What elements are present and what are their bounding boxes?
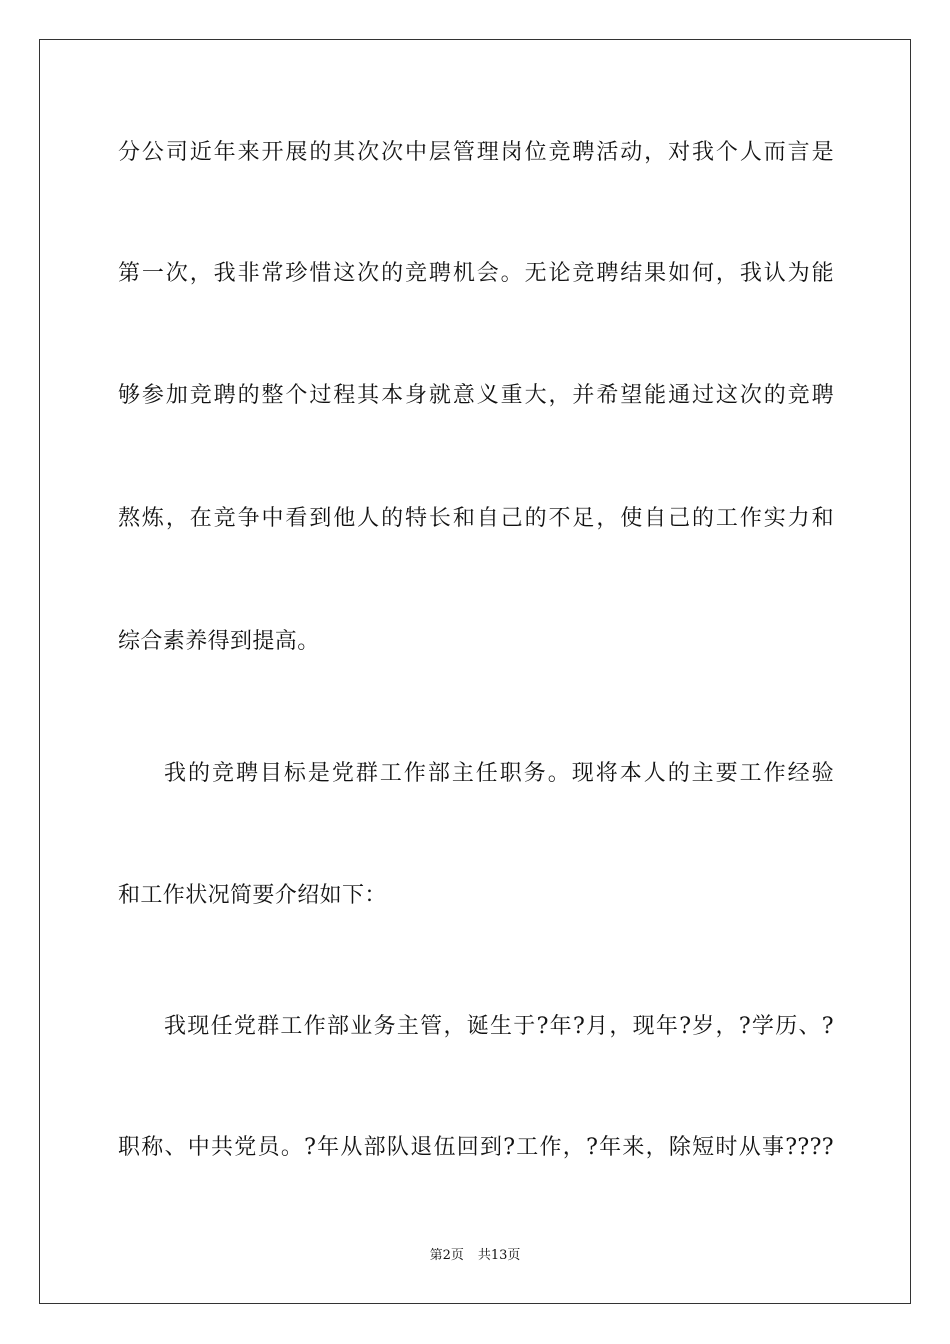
body-text-line-5: 综合素养得到提高。 bbox=[118, 629, 320, 654]
page-number: 第2页 bbox=[429, 1248, 464, 1263]
page-border bbox=[39, 39, 911, 1304]
body-text-line-9: 职称、中共党员。?年从部队退伍回到?工作，?年来，除短时从事???? bbox=[118, 1135, 834, 1160]
body-text-line-2: 第一次，我非常珍惜这次的竞聘机会。无论竞聘结果如何，我认为能 bbox=[118, 261, 834, 286]
body-text-line-8: 我现任党群工作部业务主管，诞生于?年?月，现年?岁，?学历、? bbox=[164, 1014, 834, 1039]
body-text-line-1: 分公司近年来开展的其次次中层管理岗位竞聘活动，对我个人而言是 bbox=[118, 140, 834, 165]
body-text-line-6: 我的竞聘目标是党群工作部主任职务。现将本人的主要工作经验 bbox=[164, 761, 834, 786]
body-text-line-4: 熬炼，在竞争中看到他人的特长和自己的不足，使自己的工作实力和 bbox=[118, 506, 834, 531]
page-total: 共13页 bbox=[477, 1248, 521, 1263]
body-text-line-3: 够参加竞聘的整个过程其本身就意义重大，并希望能通过这次的竞聘 bbox=[118, 383, 834, 408]
page-footer bbox=[0, 1247, 950, 1265]
body-text-line-7: 和工作状况简要介绍如下： bbox=[118, 883, 387, 908]
